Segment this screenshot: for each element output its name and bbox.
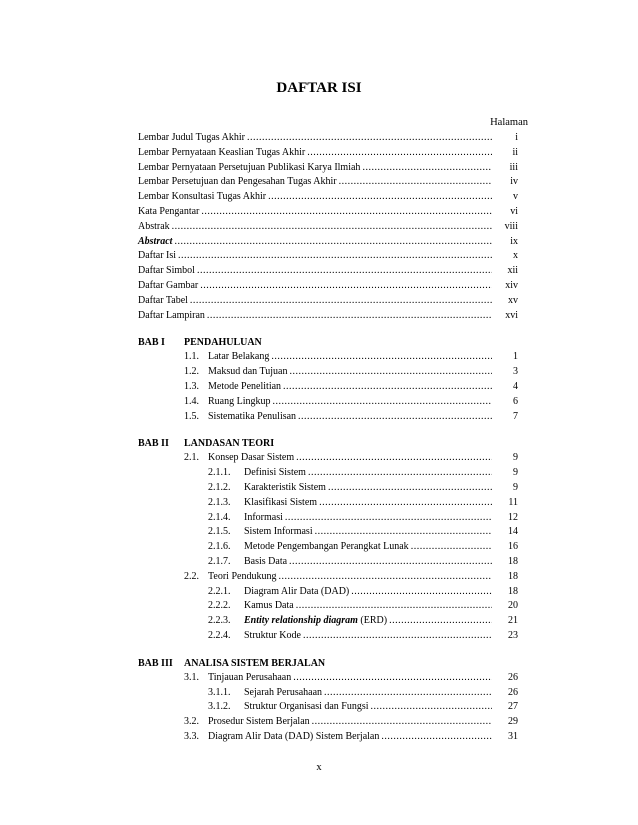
toc-entry: Lembar Konsultasi Tugas Akhir ..... v [138,190,518,205]
table-of-contents [138,131,518,745]
toc-entry: 2.2. Teori Pendukung ..... 18 [184,570,518,585]
halaman-label: Halaman [490,117,528,128]
toc-entry: Kata Pengantar ..... vi [138,205,518,220]
toc-entry: 2.1.6. Metode Pengembangan Perangkat Lunak ..... 16 [208,540,518,555]
toc-entry: Abstract ..... ix [138,235,518,250]
toc-entry: 2.2.1. Diagram Alir Data (DAD) ..... 18 [208,585,518,600]
toc-entry: Lembar Pernyataan Keaslian Tugas Akhir ..... ii [138,146,518,161]
toc-entry: 2.2.4. Struktur Kode ..... 23 [208,629,518,644]
toc-entry: 2.1.1. Definisi Sistem ..... 9 [208,466,518,481]
toc-entry: 1.4. Ruang Lingkup ..... 6 [184,395,518,410]
page-title: DAFTAR ISI [276,80,362,96]
chapter-heading: BAB I PENDAHULUAN [138,337,262,349]
toc-entry: 2.1.7. Basis Data ..... 18 [208,555,518,570]
toc-entry: Lembar Persetujuan dan Pengesahan Tugas Akhir ..... iv [138,175,518,190]
toc-entry: 2.1. Konsep Dasar Sistem ..... 9 [184,451,518,466]
toc-entry: 2.1.3. Klasifikasi Sistem ..... 11 [208,496,518,511]
toc-entry: Daftar Lampiran ..... xvi [138,309,518,324]
toc-entry: 1.3. Metode Penelitian ..... 4 [184,380,518,395]
toc-entry: 3.3. Diagram Alir Data (DAD) Sistem Berjalan ..... 31 [184,730,518,745]
toc-entry: Lembar Pernyataan Persetujuan Publikasi Karya Ilmiah ..... iii [138,161,518,176]
toc-entry: 1.5. Sistematika Penulisan ..... 7 [184,410,518,425]
toc-entry: 2.1.4. Informasi ..... 12 [208,511,518,526]
toc-entry: 2.2.3. Entity relationship diagram (ERD) ..... 21 [208,614,518,629]
toc-entry: 2.2.2. Kamus Data ..... 20 [208,599,518,614]
toc-entry: 1.2. Maksud dan Tujuan ..... 3 [184,365,518,380]
toc-entry: 2.1.5. Sistem Informasi ..... 14 [208,525,518,540]
toc-entry: 2.1.2. Karakteristik Sistem ..... 9 [208,481,518,496]
toc-entry: 1.1. Latar Belakang ..... 1 [184,350,518,365]
toc-entry: Lembar Judul Tugas Akhir ..... i [138,131,518,146]
toc-entry: 3.2. Prosedur Sistem Berjalan ..... 29 [184,715,518,730]
page-number: x [316,762,322,773]
toc-entry: Daftar Tabel ..... xv [138,294,518,309]
chapter-heading: BAB II LANDASAN TEORI [138,438,275,450]
toc-entry: Abstrak ..... viii [138,220,518,235]
toc-entry: 3.1.2. Struktur Organisasi dan Fungsi ..... 27 [208,700,518,715]
toc-entry: 3.1. Tinjauan Perusahaan ..... 26 [184,671,518,686]
toc-entry: 3.1.1. Sejarah Perusahaan ..... 26 [208,686,518,701]
toc-entry: Daftar Isi ..... x [138,249,518,264]
toc-entry: Daftar Gambar ..... xiv [138,279,518,294]
chapter-heading: BAB III ANALISA SISTEM BERJALAN [138,657,326,669]
toc-entry: Daftar Simbol ..... xii [138,264,518,279]
